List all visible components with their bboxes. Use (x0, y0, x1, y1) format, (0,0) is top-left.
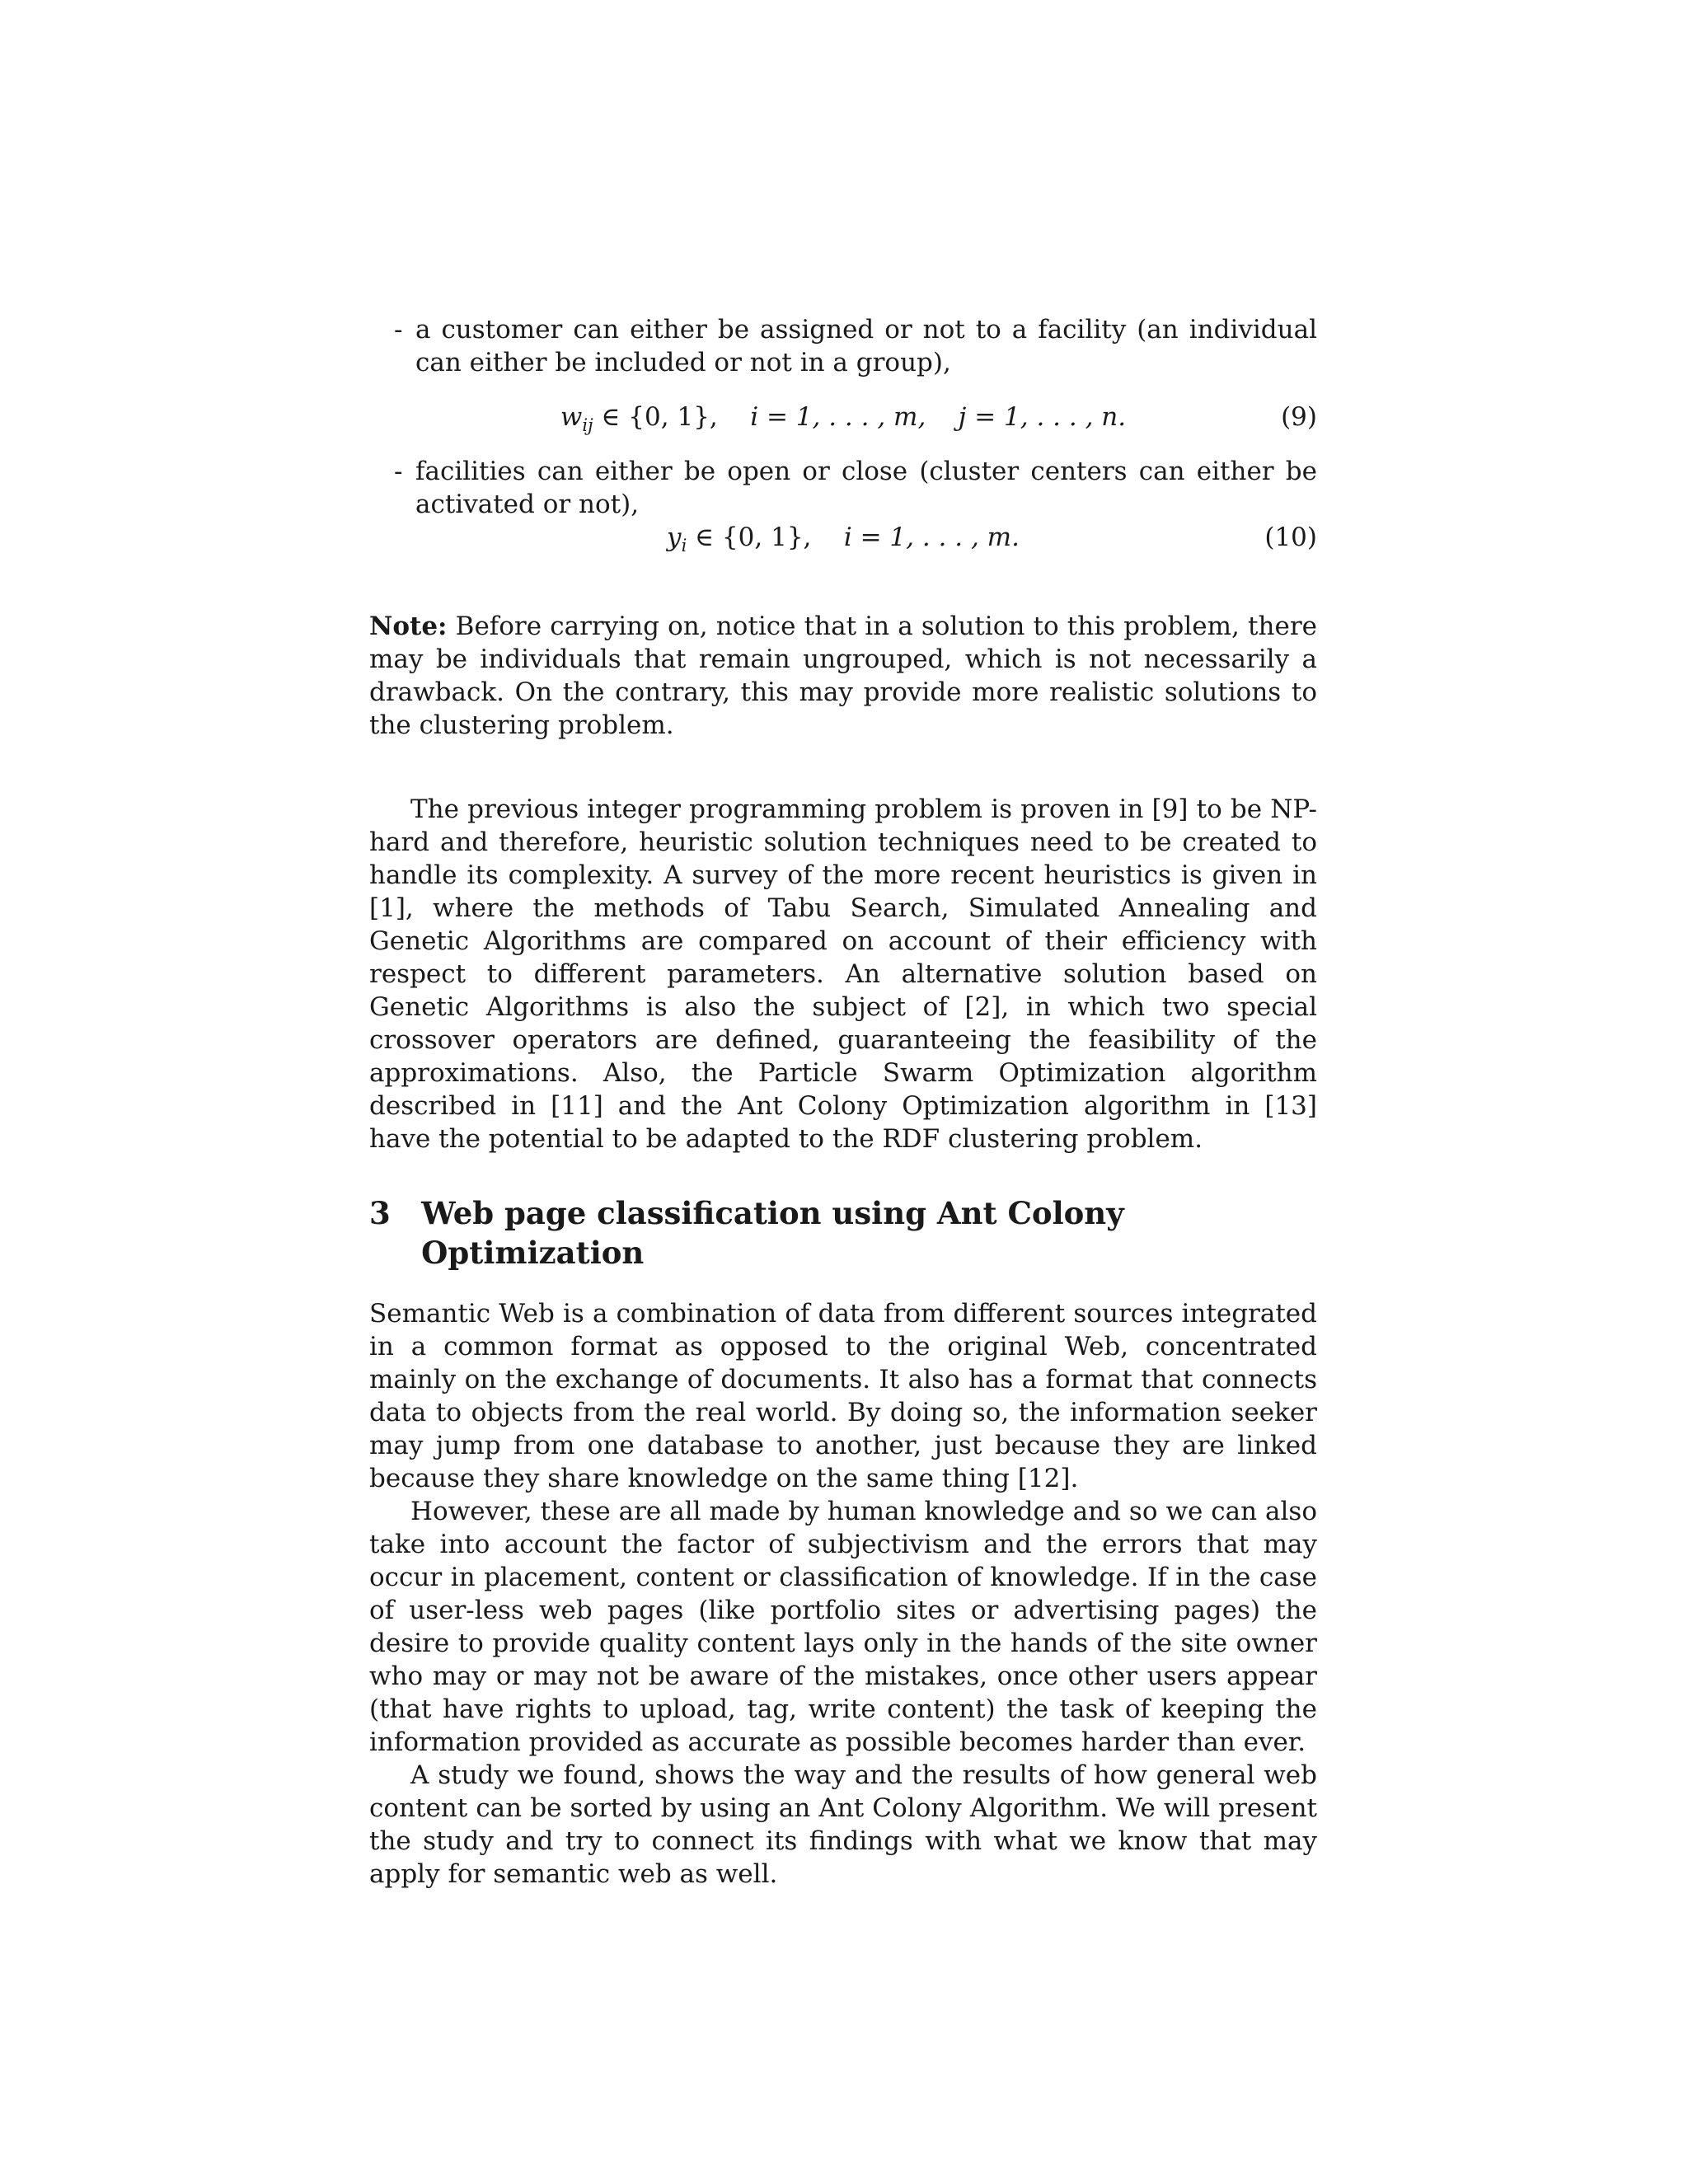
section-heading (369, 1193, 1317, 1272)
paragraph-heuristics: The previous integer programming problem is proven in [9] to be NP-hard and therefore, heuristic solution techniques need to be created to handle its complexity. A survey of the more recent heuristics is given in [1], where the methods of Tabu Search, Simulated Annealing and Genetic Algorithms are compared on account of their efficiency with respect to different parameters. An alternative solution based on Genetic Algorithms is also the subject of [2], in which two special crossover operators are defined, guaranteeing the feasibility of the approximations. Also, the Particle Swarm Optimization algorithm described in [11] and the Ant Colony Optimization algorithm in [13] have the potential to be adapted to the RDF clustering problem. (369, 794, 1317, 1154)
section-paragraph: A study we found, shows the way and the results of how general web content can be sorted by using an Ant Colony Algorithm. We will present the study and try to connect its findings with what we know that may apply for semantic web as well. (369, 1760, 1317, 1889)
equation-number: (10) (1264, 523, 1317, 552)
equation-body: $w_{ij}$ ∈ {0, 1}, i = 1, . . . , m, j = 1, . . . , n. (560, 402, 1127, 436)
note-paragraph (369, 610, 1317, 742)
section-paragraph: However, these are all made by human knowledge and so we can also take into account the factor of subjectivism and the errors that may occur in placement, content or classification of knowledge. If in the case of user-less web pages (like portfolio sites or advertising pages) the desire to provide quality content lays only in the hands of the site owner who may or may not be aware of the mistakes, once other users appear (that have rights to upload, tag, write content) the task of keeping the information provided as accurate as possible becomes harder than ever. (369, 1497, 1317, 1757)
equation-body: $y_i$ ∈ {0, 1}, i = 1, . . . , m. (667, 523, 1020, 556)
equation-number: (9) (1281, 402, 1317, 432)
bullet-facilities-open (369, 455, 1317, 521)
equation-10 (369, 521, 1317, 554)
note-label: Note: (369, 612, 448, 641)
bullet-dash: - (394, 457, 403, 486)
section-title: Web page classification using Ant Colony Optimization (421, 1195, 1124, 1271)
section-paragraph: Semantic Web is a combination of data from different sources integrated in a common format as opposed to the original Web, concentrated mainly on the exchange of documents. It also has a format that connects data to objects from the real world. By doing so, the information seeker may jump from one database to another, just because they are linked because they share knowledge on the same thing [12]. (369, 1299, 1317, 1493)
section-number: 3 (369, 1195, 391, 1231)
paper-page (369, 313, 1317, 1891)
bullet-customer-assignment (369, 313, 1317, 379)
bullet-dash: - (394, 315, 403, 344)
equation-9 (369, 401, 1317, 434)
bullet-text: a customer can either be assigned or not to a facility (an individual can either be included or not in a group), (415, 315, 1317, 377)
bullet-text: facilities can either be open or close (cluster centers can either be activated or not), (415, 457, 1317, 519)
note-text: Before carrying on, notice that in a solution to this problem, there may be individuals that remain ungrouped, which is not necessarily a drawback. On the contrary, this may provide more realistic solutions to the clustering problem. (369, 612, 1317, 740)
